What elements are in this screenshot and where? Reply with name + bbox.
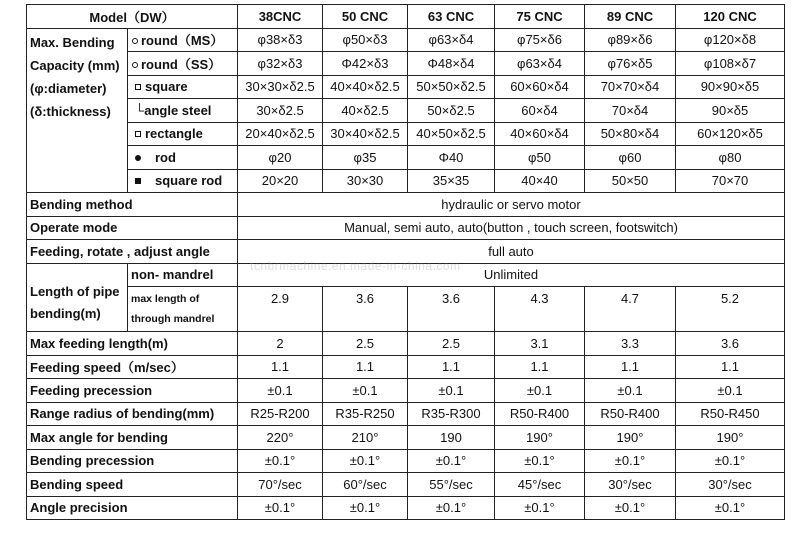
material-label: round（MS） xyxy=(141,33,224,49)
value-cell: Φ48×δ4 xyxy=(408,52,495,76)
label-line: through mandrel xyxy=(131,313,215,325)
spec-row xyxy=(27,355,785,379)
value-cell: φ38×δ3 xyxy=(238,28,323,52)
material-cell xyxy=(128,99,238,123)
angle-icon: └ xyxy=(135,102,145,118)
spec-row xyxy=(27,473,785,497)
capacity-row xyxy=(27,75,785,99)
capacity-row xyxy=(27,28,785,52)
value-cell: ±0.1° xyxy=(676,496,785,520)
value-cell: ±0.1° xyxy=(408,449,495,473)
model-cell: 63 CNC xyxy=(408,5,495,29)
hollow-square-icon xyxy=(135,84,141,90)
value-cell: Φ42×δ3 xyxy=(323,52,408,76)
row-label-cell: Bending speed xyxy=(27,473,238,497)
label-line: Capacity (mm) xyxy=(30,57,120,73)
spanning-value-cell: full auto xyxy=(238,240,785,264)
material-label: square xyxy=(145,79,188,95)
value-cell: ±0.1° xyxy=(495,449,585,473)
value-cell: 3.6 xyxy=(323,287,408,332)
value-cell: 60°/sec xyxy=(323,473,408,497)
spanning-value-cell: hydraulic or servo motor xyxy=(238,193,785,217)
value-cell: φ80 xyxy=(676,146,785,170)
value-cell: 30×30×δ2.5 xyxy=(238,75,323,99)
material-label: square rod xyxy=(155,173,223,189)
row-label-cell: Bending precession xyxy=(27,449,238,473)
value-cell: R50-R450 xyxy=(676,402,785,426)
value-cell: ±0.1° xyxy=(408,496,495,520)
value-cell: 3.3 xyxy=(585,332,676,356)
value-cell: 50×50 xyxy=(585,169,676,193)
value-cell: 2.5 xyxy=(323,332,408,356)
value-cell: ±0.1° xyxy=(238,449,323,473)
row-label-cell: Max angle for bending xyxy=(27,426,238,450)
value-cell: 210° xyxy=(323,426,408,450)
value-cell: 60×δ4 xyxy=(495,99,585,123)
spec-row xyxy=(27,496,785,520)
value-cell: 30×30 xyxy=(323,169,408,193)
spec-row xyxy=(27,426,785,450)
value-cell: 20×20 xyxy=(238,169,323,193)
value-cell: ±0.1 xyxy=(323,379,408,403)
label-line: (φ:diameter) xyxy=(30,80,107,96)
value-cell: R50-R400 xyxy=(495,402,585,426)
material-cell xyxy=(128,169,238,193)
hollow-circle-icon xyxy=(132,38,138,44)
value-cell: 2.5 xyxy=(408,332,495,356)
value-cell: 2 xyxy=(238,332,323,356)
value-cell: 70×70 xyxy=(676,169,785,193)
value-cell: 30×40×δ2.5 xyxy=(323,122,408,146)
material-cell xyxy=(128,75,238,99)
label-line: max length of xyxy=(131,293,200,305)
value-cell: ±0.1° xyxy=(238,496,323,520)
model-cell: 75 CNC xyxy=(495,5,585,29)
value-cell: 3.1 xyxy=(495,332,585,356)
value-cell: φ35 xyxy=(323,146,408,170)
watermark: tcnbrmachine.en.made-in-china.com xyxy=(250,259,461,273)
model-header-cell: Model（DW） xyxy=(27,5,238,29)
value-cell: φ32×δ3 xyxy=(238,52,323,76)
value-cell: 90×90×δ5 xyxy=(676,75,785,99)
value-cell: 1.1 xyxy=(676,355,785,379)
spec-row xyxy=(27,402,785,426)
capacity-row xyxy=(27,169,785,193)
value-cell: φ76×δ5 xyxy=(585,52,676,76)
value-cell: 1.1 xyxy=(585,355,676,379)
value-cell: 1.1 xyxy=(495,355,585,379)
value-cell: R50-R400 xyxy=(585,402,676,426)
label-line: Max. Bending xyxy=(30,34,115,50)
row-label-cell: Operate mode xyxy=(27,216,238,240)
spec-row xyxy=(27,193,785,217)
value-cell: 1.1 xyxy=(323,355,408,379)
value-cell: φ50×δ3 xyxy=(323,28,408,52)
value-cell: φ108×δ7 xyxy=(676,52,785,76)
value-cell: φ20 xyxy=(238,146,323,170)
value-cell: 3.6 xyxy=(408,287,495,332)
value-cell: ±0.1° xyxy=(676,449,785,473)
value-cell: ±0.1 xyxy=(408,379,495,403)
row-label-cell: Feeding speed（m/sec） xyxy=(27,355,238,379)
spec-row xyxy=(27,216,785,240)
value-cell: 4.3 xyxy=(495,287,585,332)
label-line: (δ:thickness) xyxy=(30,103,111,119)
value-cell: R35-R300 xyxy=(408,402,495,426)
capacity-row xyxy=(27,122,785,146)
value-cell: ±0.1° xyxy=(585,496,676,520)
value-cell: φ120×δ8 xyxy=(676,28,785,52)
material-label: round（SS） xyxy=(141,56,222,72)
material-cell xyxy=(128,28,238,52)
value-cell: φ75×δ6 xyxy=(495,28,585,52)
spec-row xyxy=(27,449,785,473)
capacity-row xyxy=(27,52,785,76)
model-cell: 38CNC xyxy=(238,5,323,29)
spec-row xyxy=(27,379,785,403)
value-cell: 60×120×δ5 xyxy=(676,122,785,146)
value-cell: ±0.1 xyxy=(495,379,585,403)
non-mandrel-label-cell: non- mandrel xyxy=(128,263,238,287)
value-cell: ±0.1 xyxy=(238,379,323,403)
value-cell: φ50 xyxy=(495,146,585,170)
header-row xyxy=(27,5,785,29)
label-line: bending(m) xyxy=(30,306,101,321)
value-cell: 55°/sec xyxy=(408,473,495,497)
value-cell: 50×80×δ4 xyxy=(585,122,676,146)
value-cell: 40×40×δ2.5 xyxy=(323,75,408,99)
value-cell: 190 xyxy=(408,426,495,450)
value-cell: 2.9 xyxy=(238,287,323,332)
value-cell: 60×60×δ4 xyxy=(495,75,585,99)
material-label: rectangle xyxy=(145,126,203,142)
capacity-label-cell xyxy=(27,28,128,193)
material-label: rod xyxy=(155,149,176,165)
value-cell: R25-R200 xyxy=(238,402,323,426)
value-cell: 40×50×δ2.5 xyxy=(408,122,495,146)
spec-row xyxy=(27,332,785,356)
capacity-row xyxy=(27,99,785,123)
pipe-length-row xyxy=(27,287,785,332)
value-cell: 190° xyxy=(676,426,785,450)
label-line: Length of pipe xyxy=(30,284,120,299)
row-label-cell: Feeding precession xyxy=(27,379,238,403)
material-cell xyxy=(128,146,238,170)
crop-edge xyxy=(0,531,800,538)
value-cell: R35-R250 xyxy=(323,402,408,426)
capacity-row xyxy=(27,146,785,170)
value-cell: 40×δ2.5 xyxy=(323,99,408,123)
non-mandrel-value-cell: Unlimited xyxy=(238,263,785,287)
value-cell: ±0.1° xyxy=(495,496,585,520)
value-cell: ±0.1 xyxy=(585,379,676,403)
value-cell: 45°/sec xyxy=(495,473,585,497)
value-cell: 50×50×δ2.5 xyxy=(408,75,495,99)
value-cell: 70×70×δ4 xyxy=(585,75,676,99)
value-cell: 1.1 xyxy=(238,355,323,379)
model-cell: 50 CNC xyxy=(323,5,408,29)
value-cell: 90×δ5 xyxy=(676,99,785,123)
value-cell: 70°/sec xyxy=(238,473,323,497)
value-cell: 20×40×δ2.5 xyxy=(238,122,323,146)
value-cell: φ63×δ4 xyxy=(495,52,585,76)
value-cell: 220° xyxy=(238,426,323,450)
value-cell: 50×δ2.5 xyxy=(408,99,495,123)
row-label-cell: Range radius of bending(mm) xyxy=(27,402,238,426)
value-cell: 190° xyxy=(585,426,676,450)
model-cell: 120 CNC xyxy=(676,5,785,29)
material-cell xyxy=(128,52,238,76)
value-cell: 190° xyxy=(495,426,585,450)
filled-square-icon xyxy=(135,178,141,184)
value-cell: ±0.1° xyxy=(585,449,676,473)
value-cell: 30°/sec xyxy=(585,473,676,497)
material-cell xyxy=(128,122,238,146)
mandrel-label-cell xyxy=(128,287,238,332)
value-cell: 5.2 xyxy=(676,287,785,332)
row-label-cell: Max feeding length(m) xyxy=(27,332,238,356)
value-cell: φ60 xyxy=(585,146,676,170)
value-cell: ±0.1° xyxy=(323,449,408,473)
value-cell: φ63×δ4 xyxy=(408,28,495,52)
value-cell: 30°/sec xyxy=(676,473,785,497)
row-label-cell: Angle precision xyxy=(27,496,238,520)
value-cell: 3.6 xyxy=(676,332,785,356)
value-cell: 40×60×δ4 xyxy=(495,122,585,146)
value-cell: 40×40 xyxy=(495,169,585,193)
value-cell: 70×δ4 xyxy=(585,99,676,123)
value-cell: ±0.1 xyxy=(676,379,785,403)
value-cell: 30×δ2.5 xyxy=(238,99,323,123)
value-cell: Φ40 xyxy=(408,146,495,170)
filled-dot-icon xyxy=(135,155,141,161)
material-label: angle steel xyxy=(144,102,212,118)
row-label-cell: Feeding, rotate , adjust angle xyxy=(27,240,238,264)
spanning-value-cell: Manual, semi auto, auto(button , touch screen, footswitch) xyxy=(238,216,785,240)
value-cell: 35×35 xyxy=(408,169,495,193)
pipe-length-label-cell xyxy=(27,263,128,332)
value-cell: 4.7 xyxy=(585,287,676,332)
value-cell: 1.1 xyxy=(408,355,495,379)
hollow-square-icon xyxy=(135,131,141,137)
value-cell: φ89×δ6 xyxy=(585,28,676,52)
row-label-cell: Bending method xyxy=(27,193,238,217)
hollow-circle-icon xyxy=(132,62,138,68)
value-cell: ±0.1° xyxy=(323,496,408,520)
model-cell: 89 CNC xyxy=(585,5,676,29)
